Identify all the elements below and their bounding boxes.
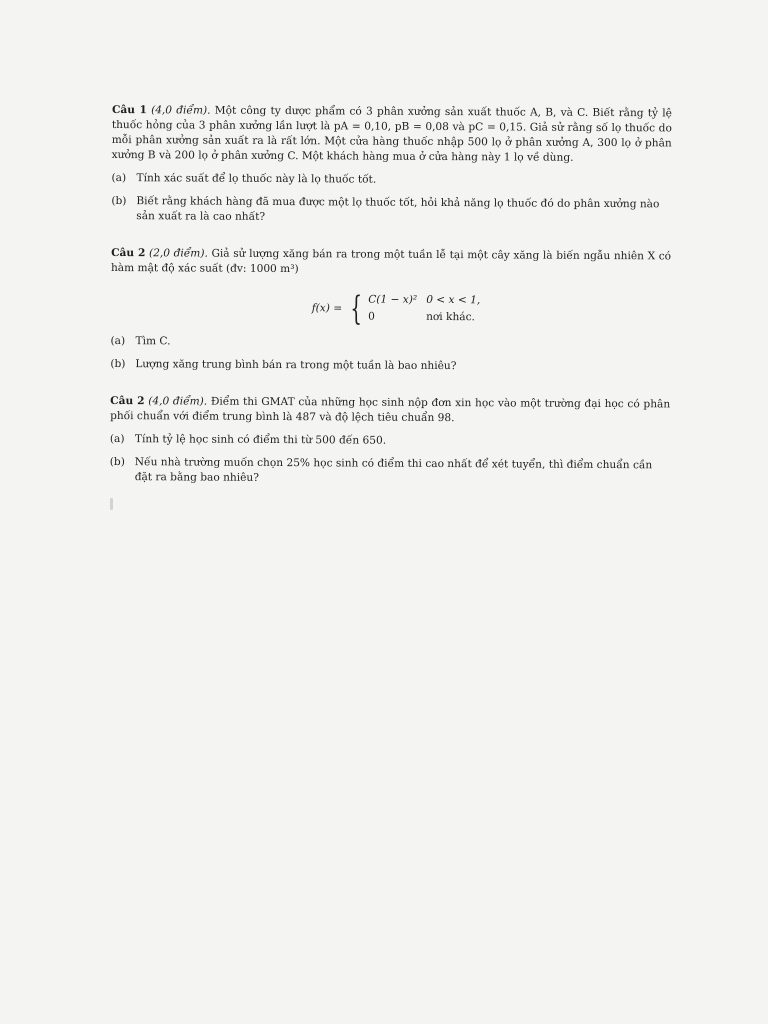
question-1-title: Câu 1: [111, 103, 147, 117]
question-1: [111, 103, 672, 227]
item-text: Tính tỷ lệ học sinh có điểm thi từ 500 đến 650.: [134, 433, 387, 447]
left-brace: {: [350, 288, 363, 328]
question-1-points: (4,0 điểm).: [151, 104, 211, 117]
item-marker: (b): [109, 455, 125, 469]
question-1-statement: [112, 103, 672, 166]
question-3-points: (4,0 điểm).: [148, 395, 208, 408]
equation-lhs: f(x) =: [311, 301, 343, 314]
item-text: Tìm C.: [135, 335, 171, 348]
item-marker: (a): [111, 171, 127, 185]
question-3-text: Điểm thi GMAT của những học sinh nộp đơn xin học vào một trường đại học có phân phối chuẩn với điểm trung bình là 487 và độ lệch tiêu chuẩn 98.: [110, 395, 671, 425]
question-2: [110, 246, 671, 375]
question-2-statement: [111, 246, 671, 279]
item-text: Biết rằng khách hàng đã mua được một lọ thuốc tốt, hỏi khả năng lọ thuốc đó do phân xưởng nào sản xuất ra là cao nhất?: [136, 195, 660, 223]
item-text: Tính xác suất để lọ thuốc này là lọ thuốc tốt.: [136, 172, 377, 186]
case-1-condition: 0 < x < 1,: [426, 293, 481, 307]
density-function-equation: [311, 288, 671, 328]
item-marker: (a): [110, 334, 126, 348]
question-2-points: (2,0 điểm).: [148, 247, 208, 260]
question-2-item-a: [110, 334, 670, 352]
question-3-title: Câu 2: [110, 394, 145, 408]
question-3-statement: [110, 394, 670, 427]
question-3: [110, 394, 671, 488]
question-1-item-a: [111, 171, 671, 189]
case-2-expression: 0: [368, 310, 375, 323]
item-marker: (b): [110, 357, 126, 371]
exam-content: [110, 103, 672, 504]
case-1-expression: C(1 − x)²: [368, 293, 418, 306]
item-text: Lượng xăng trung bình bán ra trong một tuần là bao nhiêu?: [135, 358, 457, 373]
item-marker: (a): [109, 432, 125, 446]
scan-smudge: [110, 498, 113, 510]
question-1-text: Một công ty dược phẩm có 3 phân xưởng sản xuất thuốc A, B, và C. Biết rằng tỷ lệ thuốc hỏng của 3 phân xưởng lần lượt là pA = 0,10, pB = 0,08 và pC = 0,15. Giả sử rằng số lọ thuốc do mỗi phân xưởng sản xuất ra là rất lớn. Một cửa hàng thuốc nhập 500 lọ ở phân xưởng A, 300 lọ ở phân xưởng B và 200 lọ ở phân xưởng C. Một khách hàng mua ở cửa hàng này 1 lọ về dùng.: [111, 104, 672, 164]
question-3-item-a: [110, 432, 670, 450]
question-2-text: Giả sử lượng xăng bán ra trong một tuần lễ tại một cây xăng là biến ngẫu nhiên X có hàm mật độ xác suất (đv: 1000 m³): [110, 247, 672, 276]
equation-cases: [368, 293, 480, 326]
question-1-item-b: [111, 194, 671, 227]
question-2-title: Câu 2: [111, 246, 146, 260]
item-text: Nếu nhà trường muốn chọn 25% học sinh có điểm thi cao nhất để xét tuyển, thì điểm chuẩn cần đặt ra bằng bao nhiêu?: [134, 456, 653, 484]
item-marker: (b): [111, 194, 127, 208]
question-3-item-b: [110, 455, 670, 488]
question-2-item-b: [110, 357, 670, 375]
case-2-condition: nơi khác.: [426, 310, 475, 324]
